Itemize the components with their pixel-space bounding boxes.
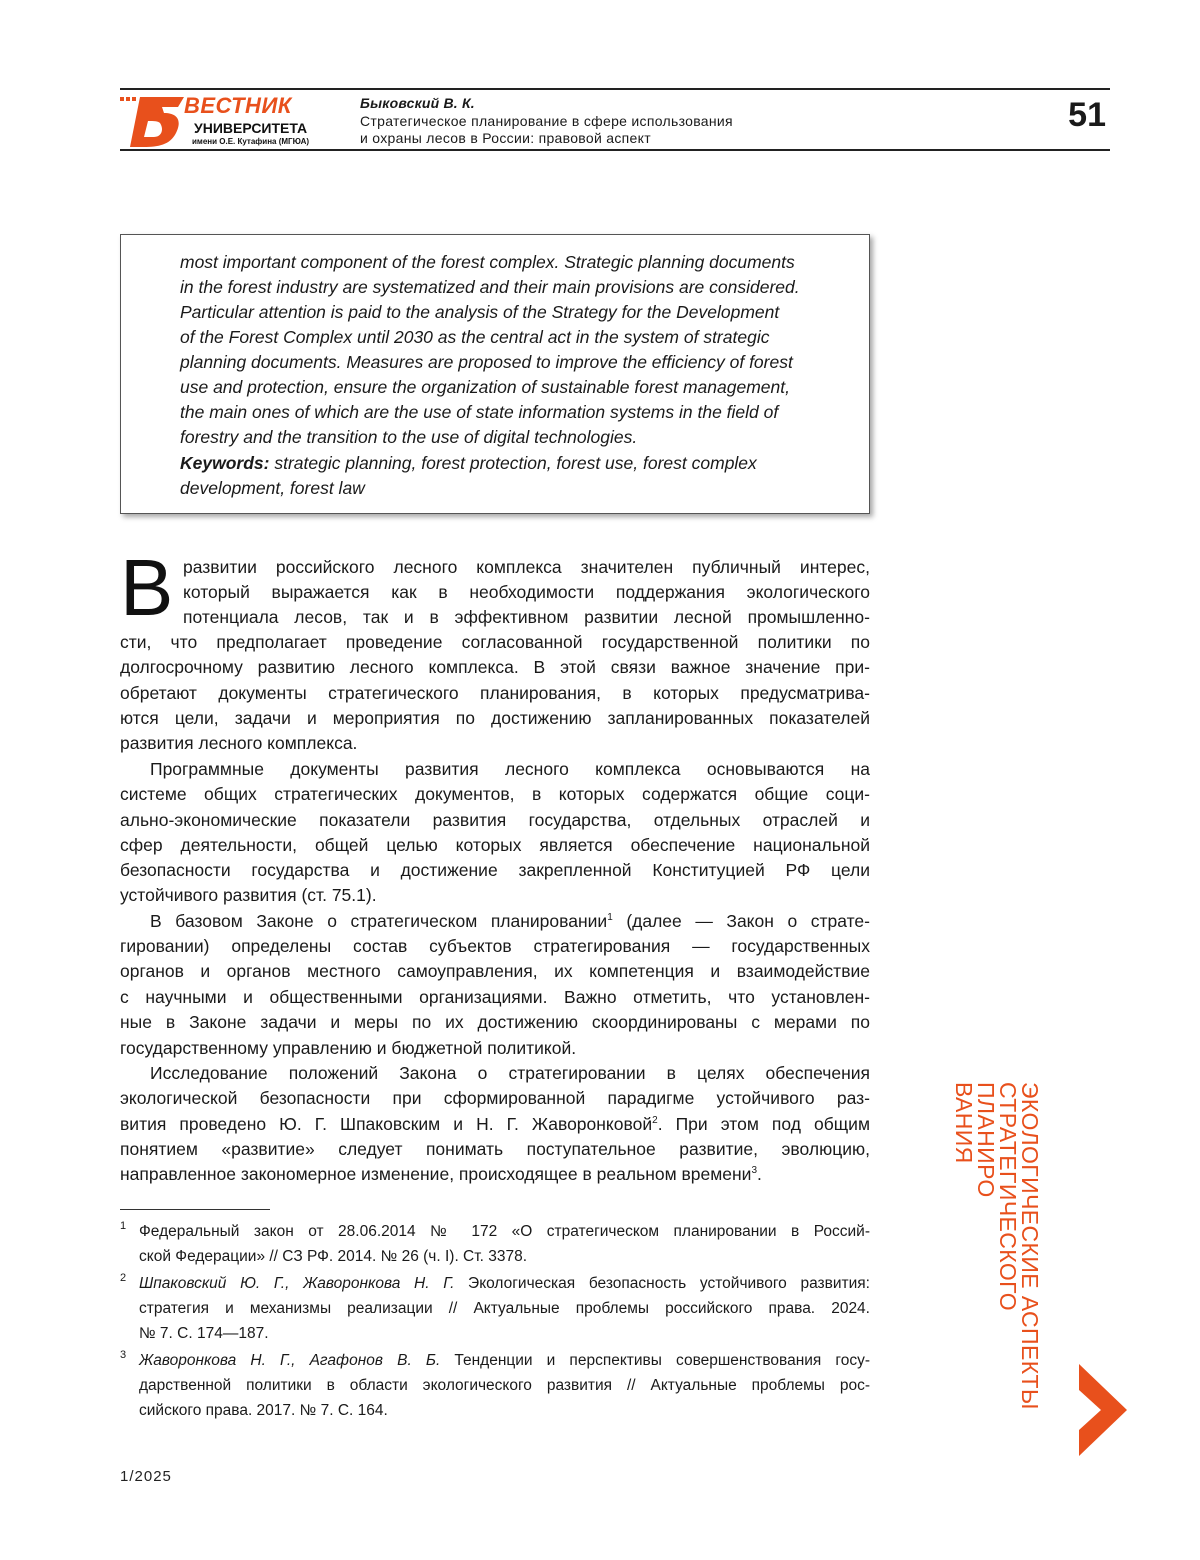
footnote-line: № 7. С. 174—187. (139, 1321, 870, 1346)
body-line: понятием «развитие» следует понимать поступательное развитие, эволюцию, (120, 1137, 870, 1162)
abstract-line: use and protection, ensure the organization of sustainable forest management, (180, 375, 820, 400)
body-line: развитии российского лесного комплекса значителен публичный интерес, (183, 555, 870, 580)
footnote-number: 1 (120, 1220, 126, 1232)
body-line (150, 909, 870, 934)
footnote-ref[interactable]: 3 (751, 1165, 757, 1176)
footnote-line (139, 1271, 870, 1296)
keywords-line: development, forest law (180, 476, 820, 501)
body-text-span: вития проведено Ю. Г. Шпаковским и Н. Г. Жаворонковой (120, 1114, 652, 1134)
logo-university: УНИВЕРСИТЕТА (194, 120, 307, 136)
body-line: государственному управлению и бюджетной политикой. (120, 1036, 870, 1061)
body-line: органов и органов местного самоуправления, их компетенция и взаимодействие (120, 959, 870, 984)
header-rule-top (120, 88, 1110, 90)
page-number: 51 (1040, 96, 1106, 135)
journal-logo (118, 93, 328, 149)
body-text-span: (далее — Закон о страте- (613, 911, 870, 931)
body-line: обретают документы стратегического планирования, в которых предусматрива- (120, 681, 870, 706)
body-line: сти, что предполагает проведение согласованной государственной политики по (120, 630, 870, 655)
body-line: гировании) определены состав субъектов стратегирования — государственных (120, 934, 870, 959)
abstract-line: the main ones of which are the use of state information systems in the field of (180, 400, 820, 425)
footnote-line: дарственной политики в области экологического развития // Актуальные проблемы рос- (139, 1373, 870, 1398)
body-line: потенциала лесов, так и в эффективном развитии лесной промышленно- (183, 605, 870, 630)
footnote-ref[interactable]: 2 (652, 1115, 658, 1126)
abstract-box (120, 234, 870, 514)
abstract-line: of the Forest Complex until 2030 as the central act in the system of strategic (180, 325, 820, 350)
body-line: сфер деятельности, общей целью которых является обеспечение национальной (120, 833, 870, 858)
footnote-separator (120, 1209, 270, 1210)
issue-label: 1/2025 (120, 1468, 172, 1485)
keywords-line (180, 451, 820, 476)
body-line: системе общих стратегических документов, в которых содержатся общие соци- (120, 782, 870, 807)
body-line: устойчивого развития (ст. 75.1). (120, 883, 870, 908)
abstract-line: most important component of the forest complex. Strategic planning documents (180, 250, 820, 275)
running-title-line: и охраны лесов в России: правовой аспект (360, 130, 651, 146)
abstract-line: forestry and the transition to the use of digital technologies. (180, 425, 820, 450)
body-line: безопасности государства и достижение закрепленной Конституцией РФ цели (120, 858, 870, 883)
drop-cap: В (120, 548, 173, 628)
body-text-span: В базовом Законе о стратегическом планировании (150, 911, 607, 931)
body-line (120, 1112, 870, 1137)
running-author: Быковский В. К. (360, 95, 475, 111)
footnote-authors: Шпаковский Ю. Г., Жаворонкова Н. Г. (139, 1275, 454, 1292)
footnote-line: сийского права. 2017. № 7. С. 164. (139, 1398, 870, 1423)
keywords-label: Keywords: (180, 453, 269, 473)
body-line: Исследование положений Закона о стратегировании в целях обеспечения (150, 1061, 870, 1086)
abstract-line: Particular attention is paid to the analysis of the Strategy for the Development (180, 300, 820, 325)
footnote-line: ской Федерации» // СЗ РФ. 2014. № 26 (ч. I). Ст. 3378. (139, 1244, 870, 1269)
running-title-line: Стратегическое планирование в сфере использования (360, 113, 733, 129)
section-label (993, 1082, 1073, 1422)
abstract-line: planning documents. Measures are proposed to improve the efficiency of forest (180, 350, 820, 375)
body-line: развития лесного комплекса. (120, 731, 870, 756)
header-rule-bottom (120, 149, 1110, 151)
section-label-line: СТРАТЕГИЧЕСКОГО ПЛАНИРО (975, 1082, 1019, 1422)
footnote-number: 3 (120, 1349, 126, 1361)
body-text-span: . (757, 1164, 762, 1184)
footnote-line: Федеральный закон от 28.06.2014 № 172 «О стратегическом планировании в Россий- (139, 1219, 870, 1244)
keywords-text: strategic planning, forest protection, forest use, forest complex (269, 453, 756, 473)
body-line: долгосрочному развитию лесного комплекса. В этой связи важное значение при- (120, 655, 870, 680)
body-text-span: направленное закономерное изменение, происходящее в реальном времени (120, 1164, 751, 1184)
footnote-text: Экологическая безопасность устойчивого развития: (454, 1275, 870, 1292)
footnote-text: Тенденции и перспективы совершенствования госу- (440, 1352, 870, 1369)
body-line: ально-экономические показатели развития государства, отдельных отраслей и (120, 808, 870, 833)
body-line: ются цели, задачи и мероприятия по достижению запланированных показателей (120, 706, 870, 731)
section-label-text (953, 1082, 1041, 1422)
body-line: с научными и общественными организациями. Важно отметить, что установлен- (120, 985, 870, 1010)
section-label-line: ЭКОЛОГИЧЕСКИЕ АСПЕКТЫ (1019, 1082, 1041, 1422)
body-line: ные в Законе задачи и меры по их достижению скоординированы с мерами по (120, 1010, 870, 1035)
logo-subtitle: имени О.Е. Кутафина (МГЮА) (192, 137, 309, 146)
body-line: экологической безопасности при сформированной парадигме устойчивого раз- (120, 1086, 870, 1111)
body-text-span: . При этом под общим (658, 1114, 870, 1134)
abstract-line: in the forest industry are systematized and their main provisions are considered. (180, 275, 820, 300)
logo-v-mark-icon (118, 93, 188, 149)
body-line: Программные документы развития лесного комплекса основываются на (150, 757, 870, 782)
footnote-number: 2 (120, 1272, 126, 1284)
footnote-authors: Жаворонкова Н. Г., Агафонов В. Б. (139, 1352, 440, 1369)
logo-word: ВЕСТНИК (184, 93, 292, 119)
footnote-line (139, 1348, 870, 1373)
section-label-line: ВАНИЯ (953, 1082, 975, 1422)
body-line (120, 1162, 870, 1187)
body-line: который выражается как в необходимости поддержания экологического (183, 580, 870, 605)
footnote-line: стратегия и механизмы реализации // Актуальные проблемы российского права. 2024. (139, 1296, 870, 1321)
footnote-ref[interactable]: 1 (607, 912, 613, 923)
section-arrow-icon (1075, 1360, 1131, 1460)
